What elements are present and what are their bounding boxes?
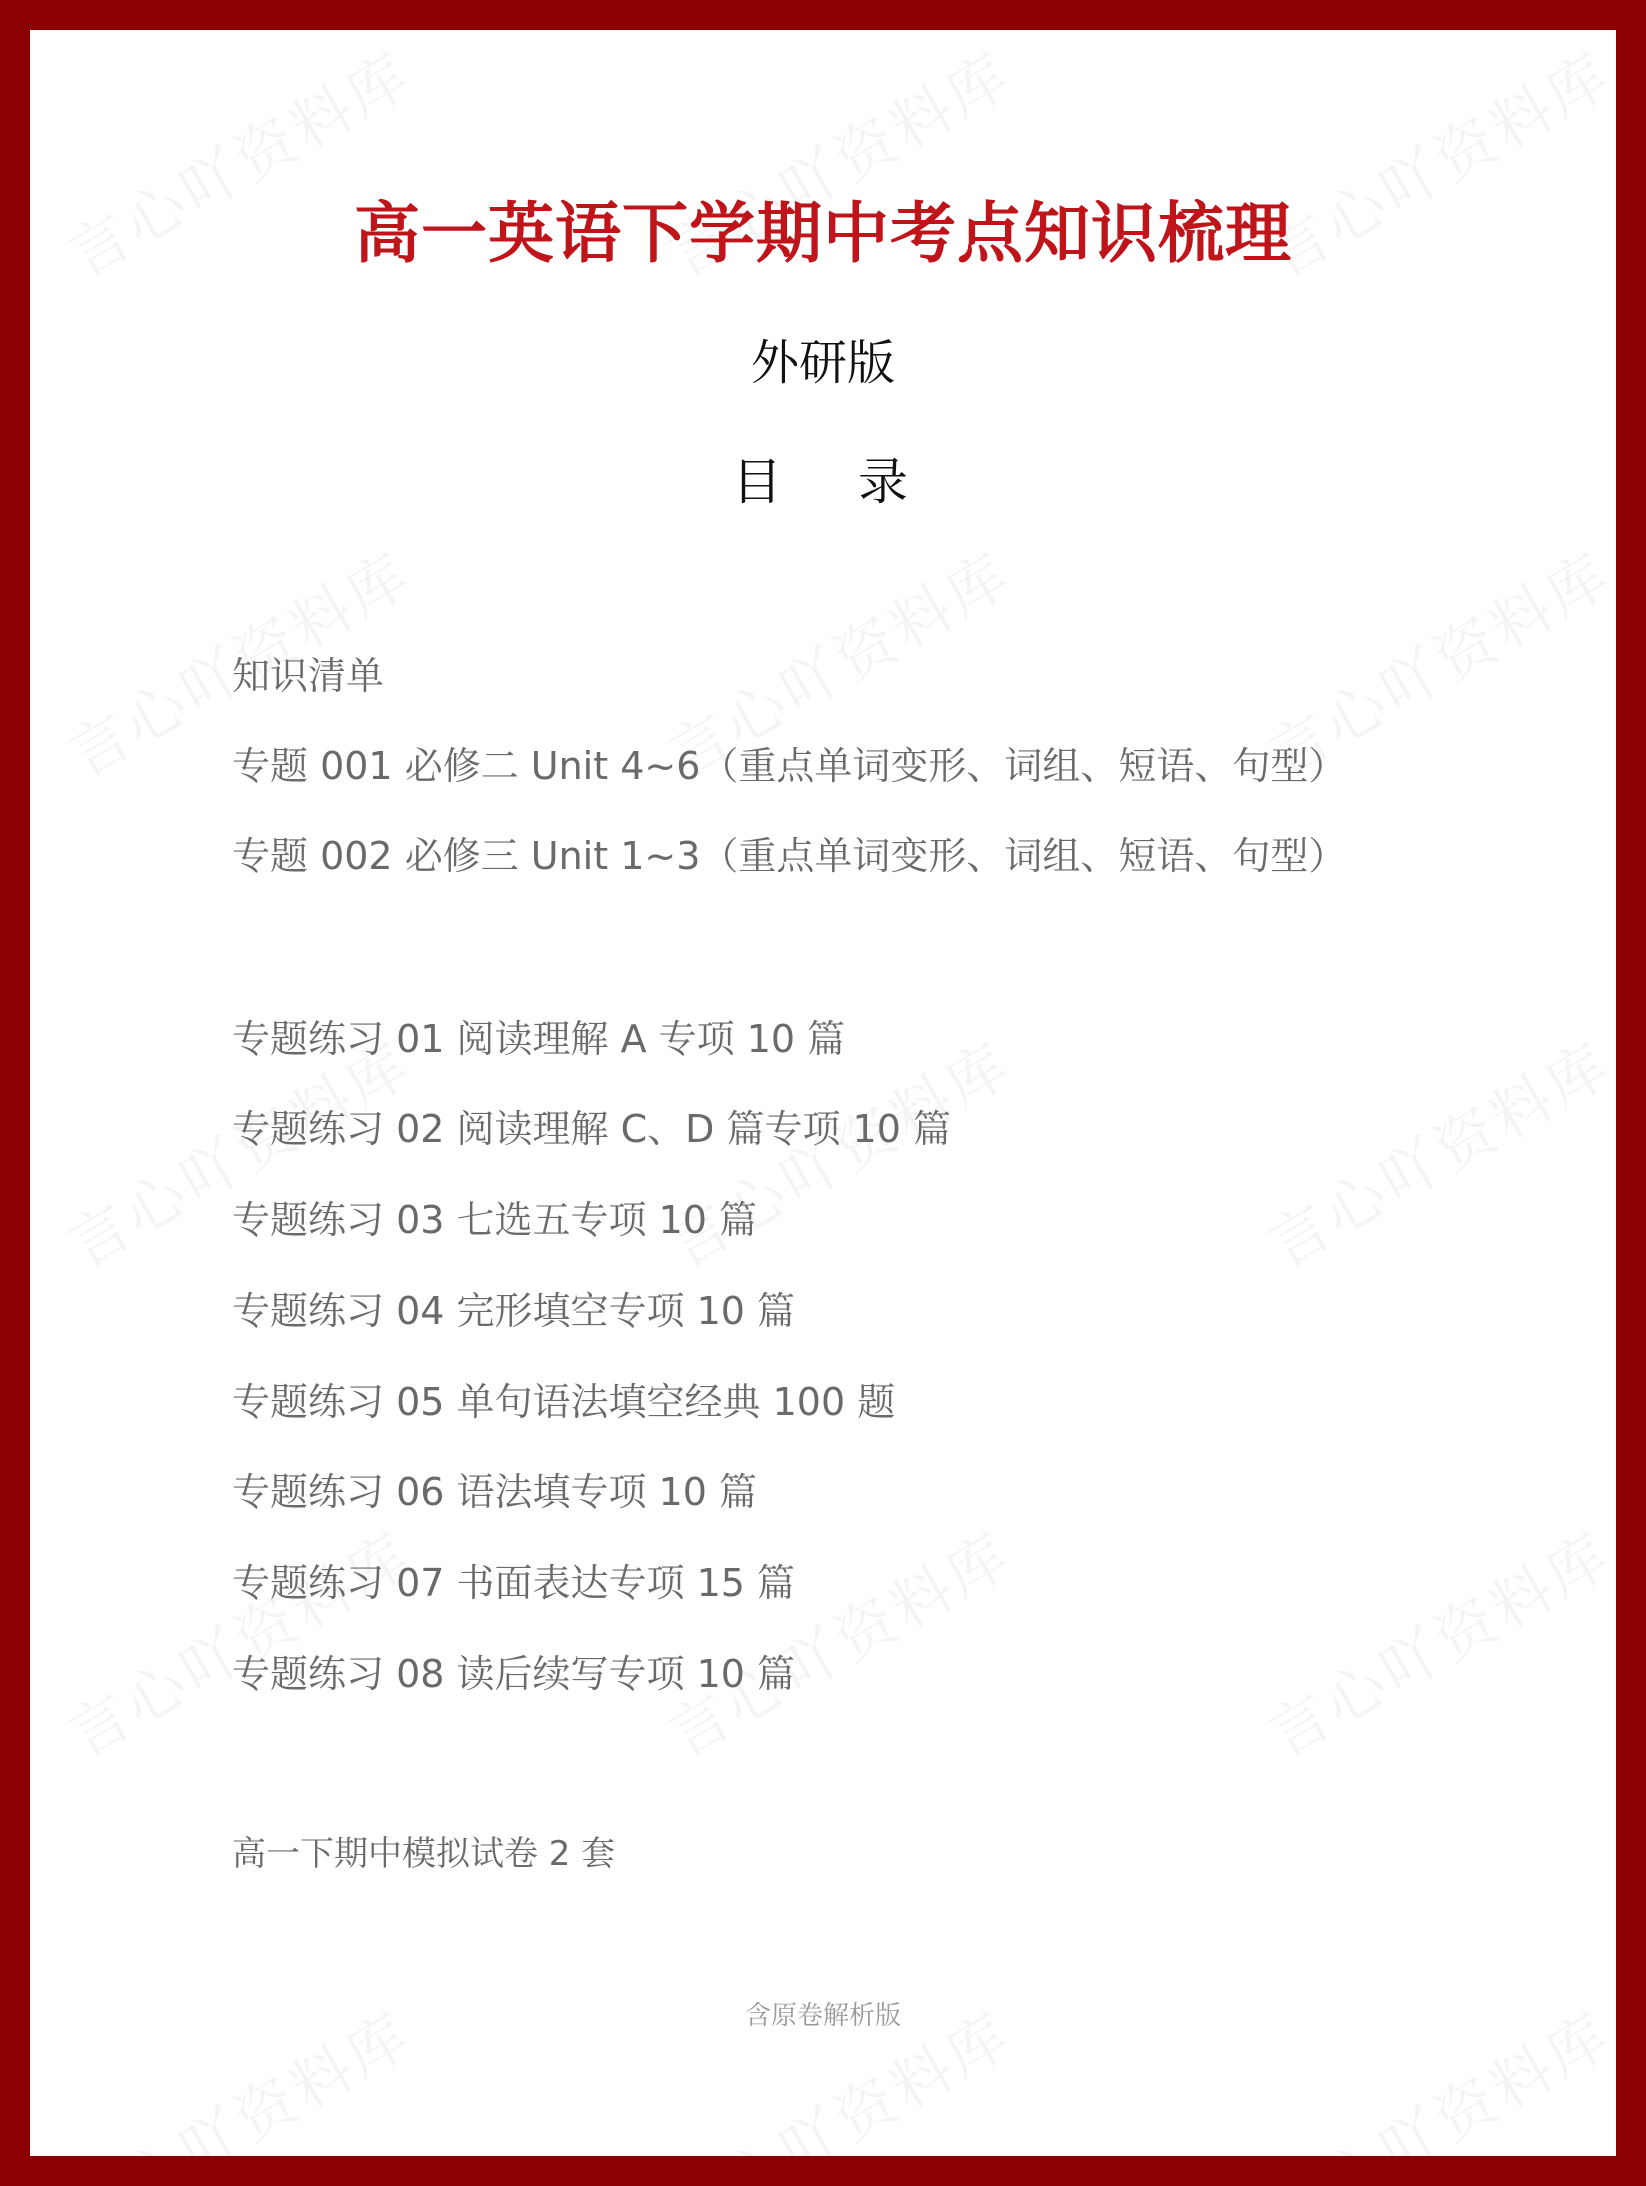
toc-item: 专题练习 04 完形填空专项 10 篇 [232, 1289, 796, 1333]
toc-item: 专题练习 07 书面表达专项 15 篇 [232, 1561, 796, 1605]
toc-heading [30, 442, 1616, 514]
mock-exam-item: 高一下期中模拟试卷 2 套 [232, 1834, 616, 1874]
watermark [650, 1508, 1026, 1774]
footer-note: 含原卷解析版 [744, 2001, 901, 2031]
document-page [30, 30, 1616, 2156]
watermark [50, 1508, 426, 1774]
toc-heading-right: 录 [858, 453, 914, 511]
knowledge-heading: 知识清单 [232, 654, 385, 698]
watermark [1250, 1508, 1616, 1774]
toc-item: 专题 001 必修二 Unit 4~6（重点单词变形、词组、短语、句型） [232, 744, 1347, 788]
toc-heading-left: 目 [732, 453, 788, 511]
edition-label: 外研版 [750, 335, 895, 391]
toc-item: 专题练习 01 阅读理解 A 专项 10 篇 [232, 1017, 846, 1061]
watermark [1250, 1018, 1616, 1284]
toc-item: 专题练习 05 单句语法填空经典 100 题 [232, 1380, 896, 1424]
toc-item: 专题练习 08 读后续写专项 10 篇 [232, 1652, 796, 1696]
document-title: 高一英语下学期中考点知识梳理 [354, 194, 1292, 272]
toc-item: 专题练习 02 阅读理解 C、D 篇专项 10 篇 [232, 1107, 951, 1151]
toc-item: 专题 002 必修三 Unit 1~3（重点单词变形、词组、短语、句型） [232, 834, 1347, 878]
toc-item: 专题练习 03 七选五专项 10 篇 [232, 1198, 758, 1242]
toc-item: 专题练习 06 语法填专项 10 篇 [232, 1470, 758, 1514]
